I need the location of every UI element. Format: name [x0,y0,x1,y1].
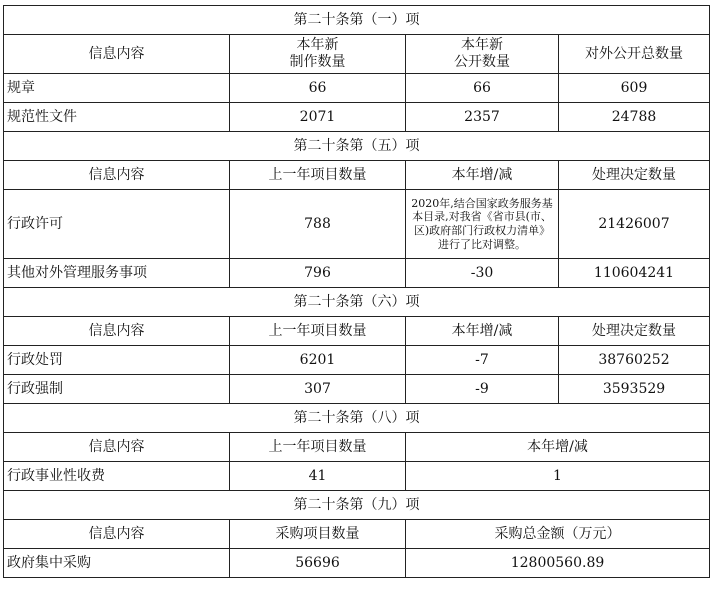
table-cell: 66 [230,74,406,103]
header-row [4,161,710,190]
row-label: 行政处罚 [4,346,230,375]
section-title-row [4,288,710,317]
row-label: 规范性文件 [4,103,230,132]
table-cell: 66 [406,74,559,103]
table-cell: 12800560.89 [406,549,710,578]
header-cell: 信息内容 [4,35,230,74]
section-title: 第二十条第（一）项 [4,6,710,35]
section-title-row [4,491,710,520]
table-row [4,549,710,578]
header-cell: 信息内容 [4,433,230,462]
disclosure-table [3,5,710,578]
table-cell: 6201 [230,346,406,375]
header-cell: 处理决定数量 [559,317,710,346]
table-cell: 307 [230,375,406,404]
table-cell: 41 [230,462,406,491]
section-title-row [4,404,710,433]
table-row [4,259,710,288]
table-cell: 2357 [406,103,559,132]
row-label: 政府集中采购 [4,549,230,578]
section-title: 第二十条第（九）项 [4,491,710,520]
table-cell: 110604241 [559,259,710,288]
header-cell: 信息内容 [4,161,230,190]
header-row [4,433,710,462]
table-cell: 788 [230,190,406,259]
table-cell: -7 [406,346,559,375]
row-label: 行政强制 [4,375,230,404]
note-cell: 2020年,结合国家政务服务基本目录,对我省《省市县(市、区)政府部门行政权力清单》进行了比对调整。 [406,190,559,259]
row-label: 规章 [4,74,230,103]
header-cell: 对外公开总数量 [559,35,710,74]
section-title-row [4,6,710,35]
header-cell: 采购总金额（万元） [406,520,710,549]
header-cell: 处理决定数量 [559,161,710,190]
header-cell: 上一年项目数量 [230,161,406,190]
table-cell: -30 [406,259,559,288]
header-cell: 本年增/减 [406,433,710,462]
header-cell: 采购项目数量 [230,520,406,549]
section-title: 第二十条第（五）项 [4,132,710,161]
table-cell: 1 [406,462,710,491]
table-cell: 609 [559,74,710,103]
section-title-row [4,132,710,161]
section-title: 第二十条第（六）项 [4,288,710,317]
table-row [4,103,710,132]
table-row [4,346,710,375]
table-cell: -9 [406,375,559,404]
header-cell: 信息内容 [4,520,230,549]
header-cell: 上一年项目数量 [230,317,406,346]
row-label: 行政事业性收费 [4,462,230,491]
table-row [4,375,710,404]
header-cell: 本年新 制作数量 [230,35,406,74]
header-row [4,35,710,74]
table-row [4,190,710,259]
header-cell: 上一年项目数量 [230,433,406,462]
row-label: 行政许可 [4,190,230,259]
table-cell: 24788 [559,103,710,132]
header-cell: 信息内容 [4,317,230,346]
table-cell: 796 [230,259,406,288]
table-cell: 21426007 [559,190,710,259]
header-cell: 本年增/减 [406,161,559,190]
header-cell: 本年新 公开数量 [406,35,559,74]
section-title: 第二十条第（八）项 [4,404,710,433]
table-cell: 3593529 [559,375,710,404]
disclosure-table-page [3,5,709,578]
table-cell: 56696 [230,549,406,578]
row-label: 其他对外管理服务事项 [4,259,230,288]
header-row [4,520,710,549]
table-row [4,462,710,491]
header-cell: 本年增/减 [406,317,559,346]
header-row [4,317,710,346]
table-cell: 2071 [230,103,406,132]
table-cell: 38760252 [559,346,710,375]
table-row [4,74,710,103]
